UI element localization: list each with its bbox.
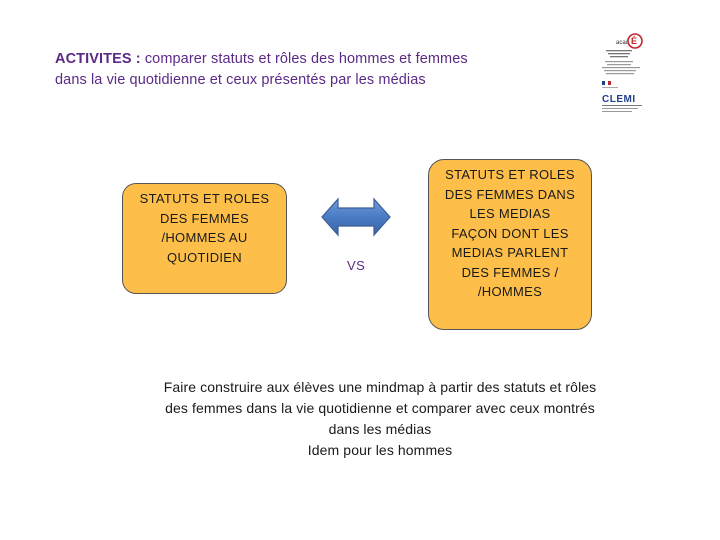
title-line-1-rest: comparer statuts et rôles des hommes et femmes [140, 51, 468, 67]
title-line-2: dans la vie quotidienne et ceux présentés par les médias [55, 72, 426, 88]
svg-text:CLEMI: CLEMI [602, 94, 636, 105]
title-bold-prefix: ACTIVITES : [55, 51, 141, 67]
svg-text:acad: acad [616, 40, 630, 46]
svg-text:É: É [631, 36, 638, 46]
daily-life-roles-box: STATUTS ET ROLES DES FEMMES /HOMMES AU QUOTIDIEN [122, 183, 287, 294]
instructions-line-1: Faire construire aux élèves une mindmap à partir des statuts et rôles [163, 379, 597, 395]
instructions-line-3: dans les médias [328, 421, 432, 437]
versus-label: VS [347, 258, 366, 273]
activity-title [55, 49, 555, 91]
title-line-1 [55, 49, 555, 70]
activity-instructions [115, 377, 645, 461]
instructions-line-2: des femmes dans la vie quotidienne et comparer avec ceux montrés [165, 400, 595, 416]
clemi-logo-icon [600, 91, 650, 119]
instructions-line-4: Idem pour les hommes [307, 442, 453, 458]
media-roles-box: STATUTS ET ROLES DES FEMMES DANS LES MEDIAS FAÇON DONT LES MEDIAS PARLENT DES FEMMES / /HOMMES [428, 159, 592, 330]
double-arrow-icon [320, 196, 392, 238]
